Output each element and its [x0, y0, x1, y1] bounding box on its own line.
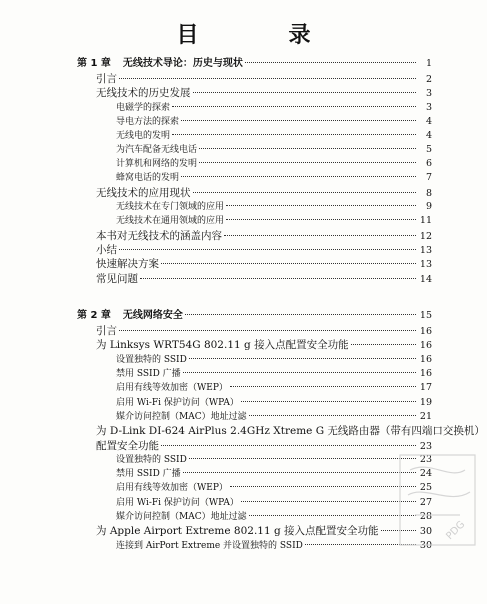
chapter-number: 第 1 章 — [77, 58, 111, 69]
toc-entry-continuation — [96, 439, 432, 453]
dot-leader — [172, 106, 416, 107]
toc-entry — [96, 338, 432, 352]
page-number: 2 — [425, 74, 432, 85]
dot-leader — [241, 501, 416, 502]
dot-leader — [119, 78, 416, 79]
dot-leader — [381, 530, 416, 531]
toc-entry-title: 无线网络安全 — [122, 310, 183, 321]
toc-chapter-entry — [77, 57, 432, 71]
toc-entry-title: 小结 — [96, 244, 117, 256]
toc-entry-title: 引言 — [96, 73, 117, 85]
toc-entry-title: 无线技术的历史发展 — [96, 87, 191, 99]
page-number: 1 — [425, 58, 432, 69]
page-number: 25 — [419, 482, 432, 493]
toc-entry-title: 常见问题 — [96, 273, 138, 285]
toc-entry-title: 无线技术的应用现状 — [96, 187, 191, 199]
toc-entry — [116, 115, 432, 129]
page-number: 27 — [419, 497, 432, 508]
page-number: 7 — [425, 172, 432, 183]
toc-entry — [96, 257, 432, 271]
dot-leader — [226, 219, 416, 220]
toc-entry-title: 快速解决方案 — [96, 258, 159, 270]
toc-entry — [116, 510, 432, 524]
toc-entry — [116, 143, 432, 157]
page-number: 16 — [419, 354, 432, 365]
page-number: 28 — [419, 511, 432, 522]
toc-entry — [116, 396, 432, 410]
toc-entry-title: 计算机和网络的发明 — [116, 159, 198, 169]
toc-entry-title: 导电方法的探索 — [116, 117, 180, 127]
dot-leader — [189, 358, 416, 359]
toc-entry — [116, 157, 432, 171]
page-number: 16 — [419, 326, 432, 337]
toc-entry-title: 连接到 AirPort Extreme 并设置独特的 SSID — [116, 541, 303, 551]
toc-entry — [116, 496, 432, 510]
toc-entry — [116, 410, 432, 424]
page-number: 30 — [419, 540, 432, 551]
page-number: 5 — [425, 144, 432, 155]
dot-leader — [181, 176, 416, 177]
toc-entry — [116, 467, 432, 481]
toc-entry — [116, 539, 432, 553]
dot-leader — [189, 458, 416, 459]
toc-entry-title: 为 D-Link DI-624 AirPlus 2.4GHz Xtreme G 无线路由器（带有四端口交换机） — [96, 425, 485, 437]
page-number: 3 — [425, 102, 432, 113]
dot-leader — [241, 401, 416, 402]
toc-entry — [116, 129, 432, 143]
toc-entry-title: 本书对无线技术的涵盖内容 — [96, 230, 222, 242]
toc-entry — [116, 381, 432, 395]
dot-leader — [183, 372, 416, 373]
dot-leader — [183, 472, 416, 473]
toc-entry-title: 禁用 SSID 广播 — [116, 469, 181, 479]
toc-entry-title: 无线技术导论：历史与现状 — [122, 58, 243, 69]
toc-entry-title: 启用 Wi-Fi 保护访问（WPA） — [116, 398, 239, 408]
page-number: 15 — [419, 310, 432, 321]
page-number: 23 — [419, 441, 432, 452]
toc-entry-title: 为 Linksys WRT54G 802.11 g 接入点配置安全功能 — [96, 339, 349, 351]
toc-entry-title: 引言 — [96, 325, 117, 337]
toc-entry — [96, 524, 432, 538]
toc-entry — [96, 424, 485, 438]
dot-leader — [161, 445, 416, 446]
toc-entry-title: 启用有线等效加密（WEP） — [116, 483, 228, 493]
toc-entry — [116, 214, 432, 228]
toc-entry-title: 为 Apple Airport Extreme 802.11 g 接入点配置安全功能 — [96, 525, 379, 537]
dot-leader — [224, 235, 416, 236]
dot-leader — [249, 515, 416, 516]
page-title: 目 录 — [176, 23, 345, 48]
toc-entry-title: 启用有线等效加密（WEP） — [116, 383, 228, 393]
page-number: 17 — [419, 382, 432, 393]
dot-leader — [305, 544, 416, 545]
toc-entry — [96, 243, 432, 257]
page-number: 13 — [419, 259, 432, 270]
toc-entry — [96, 72, 432, 86]
toc-entry-title: 无线电的发明 — [116, 131, 171, 141]
toc-entry — [116, 171, 432, 185]
toc-entry — [96, 186, 432, 200]
toc-entry — [96, 272, 432, 286]
dot-leader — [199, 162, 416, 163]
toc-entry — [116, 367, 432, 381]
toc-entry-title: 启用 Wi-Fi 保护访问（WPA） — [116, 498, 239, 508]
page-number: 19 — [419, 397, 432, 408]
toc-entry-title: 设置独特的 SSID — [116, 355, 187, 365]
dot-leader — [161, 263, 416, 264]
dot-leader — [245, 62, 416, 63]
dot-leader — [119, 249, 416, 250]
toc-entry — [96, 324, 432, 338]
chapter-number: 第 2 章 — [77, 310, 111, 321]
toc-entry-title: 无线技术在专门领域的应用 — [116, 202, 225, 212]
toc-entry — [116, 101, 432, 115]
toc-entry-title: 媒介访问控制（MAC）地址过滤 — [116, 412, 247, 422]
dot-leader — [230, 386, 416, 387]
toc-entry-title: 媒介访问控制（MAC）地址过滤 — [116, 512, 247, 522]
dot-leader — [249, 415, 416, 416]
page-number: 16 — [419, 340, 432, 351]
dot-leader — [230, 486, 416, 487]
dot-leader — [140, 278, 416, 279]
toc-entry-title: 为汽车配备无线电话 — [116, 145, 198, 155]
page-number: 24 — [419, 468, 432, 479]
dot-leader — [193, 92, 417, 93]
page-number: 30 — [419, 526, 432, 537]
dot-leader — [181, 120, 416, 121]
page-number: 16 — [419, 368, 432, 379]
dot-leader — [172, 134, 416, 135]
toc-entry — [96, 229, 432, 243]
page-number: 4 — [425, 130, 432, 141]
page-number: 14 — [419, 274, 432, 285]
toc-entry-title: 无线技术在通用领域的应用 — [116, 216, 225, 226]
dot-leader — [185, 314, 416, 315]
page-number: 8 — [425, 188, 432, 199]
toc-entry-title: 配置安全功能 — [96, 440, 159, 452]
dot-leader — [193, 192, 417, 193]
toc-entry — [116, 453, 432, 467]
page-number: 4 — [425, 116, 432, 127]
toc-entry — [116, 481, 432, 495]
page-number: 13 — [419, 245, 432, 256]
page-number: 21 — [419, 411, 432, 422]
page-number: 9 — [425, 201, 432, 212]
dot-leader — [119, 330, 416, 331]
watermark-text: PDG — [444, 519, 468, 543]
toc-entry-title: 蜂窝电话的发明 — [116, 173, 180, 183]
toc-entry-title: 设置独特的 SSID — [116, 455, 187, 465]
toc-entry — [116, 200, 432, 214]
toc-entry — [96, 86, 432, 100]
dot-leader — [226, 205, 416, 206]
toc-entry-title: 电磁学的探索 — [116, 103, 171, 113]
dot-leader — [351, 344, 416, 345]
toc-entry — [116, 353, 432, 367]
page-number: 23 — [419, 454, 432, 465]
page-number: 6 — [425, 158, 432, 169]
page-number: 12 — [419, 231, 432, 242]
toc-entry-title: 禁用 SSID 广播 — [116, 369, 181, 379]
dot-leader — [199, 148, 416, 149]
toc-chapter-entry — [77, 309, 432, 323]
page-number: 11 — [419, 215, 432, 226]
page-number: 3 — [425, 88, 432, 99]
